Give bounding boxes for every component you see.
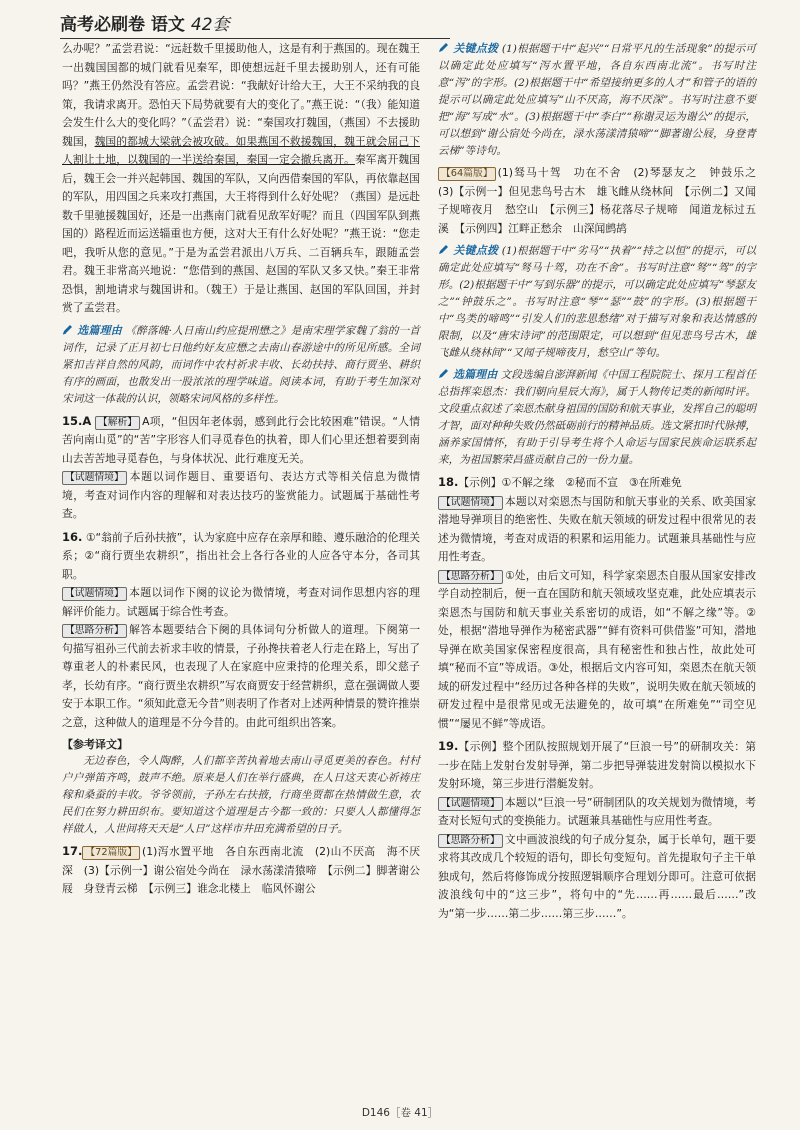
selection-reason-2: 选篇理由 文段选编自澎湃新闻《中国工程院院士、探月工程首任总指挥栾恩杰：我们朝向星辰大海》，属于人物传记类的新闻时评。文段重点叙述了栾恩杰献身祖国的国防和航天事业，发挥自己的聪明才智，面对种种失败仍然砥砺前行的精神品质。选文紧扣时代脉搏，涵养家国情怀，有助于引导考生将个人命运与国家民族命运联系起来，为祖国繁荣昌盛贡献自己的一份力量。 <box>438 368 757 466</box>
q18-reasoning-tag: 【思路分析】 <box>438 570 503 584</box>
selection-reason-text: 《醉落魄·人日南山约应提刑懋之》是南宋理学家魏了翁的一首词作，记录了正月初七日他约好友应懋之去南山春游途中的所见所感。全词紧扣吉祥自然的风韵，而词作中农村祈求丰收、长幼扶持、商行贾坐、耕织有序的画面，也散发出一股浓浓的理学味道。阅读本词，有助于考生加深对宋词这一体裁的认识，领略宋词风格的多样性。 <box>62 324 420 405</box>
q19-reasoning-tag: 【思路分析】 <box>438 834 503 848</box>
page-number: D146［卷 41］ <box>361 1107 439 1119</box>
selection-reason-label: 选篇理由 <box>77 323 122 337</box>
right-column <box>438 40 767 927</box>
underlined-translation: 魏国的都城大梁就会被攻破。如果燕国不救援魏国，魏王就会屈己下人割让土地，以魏国的一半送给秦国，秦国一定会撤兵离开。 <box>62 134 421 166</box>
pencil-icon <box>438 367 450 379</box>
question-17: 17. 【72篇版】 (1)泻水置平地 各自东西南北流 (2)山不厌高 海不厌深 (3)【示例一】谢公宿处今尚在 渌水荡漾清猿啼 【示例二】脚著谢公屐 身登青云梯 【示例三】谁念北楼上 临风怀谢公 <box>62 844 420 895</box>
edition-64-tag: 【64篇版】 <box>438 167 496 181</box>
question-16: 16. ①“翁前子后孙扶掖”，认为家庭中应存在亲厚和睦、遵乐融洽的伦理关系；②“商行贾坐农耕织”，指出社会上各行各业的人应各守本分，各司其职。 【试题情境】 本题以词作下阕的议论为微情境，考查对词作思想内容的理解评价能力。试题属于综合性考查。 【思路分析】 解答本题要结合下阕的具体词句分析做人的道理。下阕第一句描写祖孙三代前去祈求丰收的情景，子孙搀扶着老人行走在路上，写出了尊重老人的朴素民风，也表现了人在家庭中应秉持的伦理关系，即父慈子孝，长幼有序。“商行贾坐农耕织”写农商贾安于经营耕织，意在强调做人要安于本职工作。“须知此意无今昔”则表明了作者对上述两种情景的赞许推崇之意，这种做人的道理是不分今昔的。由此可组织出答案。 <box>62 529 420 729</box>
edition-64-answer: 【64篇版】 (1)驽马十驾 功在不舍 (2)琴瑟友之 钟鼓乐之 (3)【示例一】但见悲鸟号古木 雄飞雌从绕林间 【示例二】又闻子规啼夜月 愁空山 【示例三】杨花落尽子规啼 闻道龙标过五溪 【示例四】江畔正愁余 山深闻鹧鸪 <box>438 166 767 235</box>
question-18: 18.【示例】①不解之缘 ②秘而不宣 ③在所难免 【试题情境】 本题以对栾恩杰与国防和航天事业的关系、欧美国家潜地导弹项目的绝密性、失败在航天领域的研发过程中很常见的表述为微情境，考查对成语的积累和运用能力。试题兼具基础性与应用性考查。 【思路分析】 ①处，由后文可知，科学家栾恩杰自服从国家安排改学自动控制后，便一直在国防和航天领域攻坚克难，此处应填表示栾恩杰与国防和航天事业关系密切的成语，如“不解之缘”等。②处，根据“潜地导弹作为秘密武器”“鲜有资料可供借鉴”可知，潜地导弹在欧美国家保密程度很高，具有秘密性和独占性，故此处可填“秘而不宣”等成语。③处，根据后文内容可知，栾恩杰在航天领域的研发过程中“经历过各种各样的失败”，说明失败在航天领域的研发过程中是很常见或无法避免的，故可填“在所难免”“司空见惯”“屡见不鲜”等成语。 <box>438 475 756 730</box>
translation-continued: 么办呢？”孟尝君说：“远赶数千里援助他人，这是有利于燕国的。现在魏王一出魏国国都的城门就看见秦军，即使想远赶千里去援助别人，还有可能吗？”燕王仍然没有答应。孟尝君说：“我献好计给大王，大王不采纳我的良策，我请求离开。恐怕天下局势就要有大的变化了。”燕王说：“（我）能知道会发生什么大的变化吗？”（孟尝君）说：“秦国攻打魏国，（燕国）不去援助魏国，魏国的都城大梁就会被攻破。如果燕国不救援魏国，魏王就会屈己下人割让土地，以魏国的一半送给秦国，秦国一定会撤兵离开。秦军离开魏国后，魏王会一并兴起韩国、魏国的军队，又向西借秦国的军队，再依靠赵国的军队，用四国之兵来攻打燕国，大王将得到什么好处呢？（燕国）是远赴数千里驰援魏国好，还是一出燕南门就看见敌军好呢？而且（四国军队到燕国的）路程近而运送辎重也方便，这对大王有什么好处呢？”燕王说：“您走吧，我听从您的意见。”于是为孟尝君派出八万兵、二百辆兵车，跟随孟尝君。魏王非常高兴地说：“您借到的燕国、赵国的军队又多又快。”秦王非常恐惧，割地请求与魏国讲和。（魏王）于是让燕国、赵国的军队回国，并封赏了孟尝君。 <box>62 42 421 314</box>
pencil-icon <box>438 41 450 53</box>
pencil-icon <box>438 243 450 255</box>
page-header <box>60 10 450 39</box>
q19-context-tag: 【试题情境】 <box>438 797 503 811</box>
reference-translation-text: 无边春色，令人陶醉，人们都辛苦执着地去南山寻觅更美的春色。村村户户弹笛齐鸣，鼓声不绝。原来是人们在举行盛典，在人日这天衷心祈祷庄稼和桑蚕的丰收。爷爷领前，子孙左右扶掖，行商坐贾都在热情做生意，农民们在努力耕田织布。要知道这个道理是古今都一致的：只要人人都懂得怎样做人，人世间将天天是“人日”这样市井田充满希望的日子。 <box>62 755 420 835</box>
reference-translation-heading: 【参考译文】 <box>62 738 128 751</box>
key-tip-2: 关键点拨 (1)根据题干中“劣马”“执着”“持之以恒”的提示，可以确定此处应填写“驽马十驾，功在不舍”。书写时注意“驽”“驾”的字形。(2)根据题干中“写到乐器”的提示，可以确定此处应填写“琴瑟友之”“钟鼓乐之”。书写时注意“琴”“瑟”“鼓”的字形。(3)根据题干中“鸟类的啼鸣”“引发人们的悲思愁绪”对于描写对象和表达情感的限制，以及“唐宋诗词”的范围限定，可以想到“但见悲鸟号古木，雄飞雌从绕林间”“又闻子规啼夜月，愁空山”等句。 <box>438 244 757 359</box>
q16-number: 16. <box>62 529 83 544</box>
q18-context-tag: 【试题情境】 <box>438 496 503 510</box>
q15-analysis-tag: 【解析】 <box>95 416 140 430</box>
q18-number: 18. <box>438 475 459 489</box>
left-column <box>62 40 420 903</box>
key-tip-1: 关键点拨 (1)根据题干中“起兴”“日常平凡的生活现象”的提示可以确定此处应填写“泻水置平地，各自东西南北流”。书写时注意“泻”的字形。(2)根据题干中“希望接纳更多的人才”和管子的语的提示可以确定此处应填写“山不厌高，海不厌深”。书写时注意不要把“海”写成“水”。(3)根据题干中“李白”“称谢灵运为谢公”的提示，可以想到“谢公宿处今尚在，渌水荡漾清猿啼”“脚著谢公屐，身登青云梯”等诗句。 <box>438 42 757 157</box>
q17-edition-tag: 【72篇版】 <box>82 846 140 860</box>
header-title: 高考必刷卷 语文 <box>60 15 185 35</box>
header-subtitle: 42套 <box>190 15 230 35</box>
selection-reason-block <box>62 322 420 408</box>
q19-number: 19. <box>438 739 459 753</box>
question-15: 15.A 【解析】 A项，“但因年老体弱，感到此行会比较困难”错误。“人情苦向南山觅”的“苦”字形容人们寻觅春色的执着，即人们心里还想着要到南山去苦苦地寻觅春色，与身体状况、此行难度无关。 【试题情境】 本题以词作题目、重要语句、表达方式等相关信息为微情境，考查对词作内容的理解和对表达技巧的鉴赏能力。试题属于基础性考查。 <box>62 413 420 520</box>
q15-number: 15.A <box>62 413 92 428</box>
q15-context-tag: 【试题情境】 <box>62 471 127 485</box>
q16-reasoning-tag: 【思路分析】 <box>62 624 127 638</box>
q17-number: 17. <box>62 844 83 858</box>
pencil-icon <box>62 323 74 335</box>
question-19: 19.【示例】整个团队按照规划开展了“巨浪一号”的研制攻关：第一步在陆上发射台发射导弹，第二步把导弹装进发射筒以模拟水下发射环境，第三步进行潜艇发射。 【试题情境】 本题以“巨浪一号”研制团队的攻关规划为微情境，考查对长短句式的变换能力。试题兼具基础性与应用性考查。 【思路分析】 文中画波浪线的句子成分复杂，属于长单句，题干要求将其改成几个较短的语句，即长句变短句。首先提取句子主干单独成句，然后将修饰成分按照逻辑顺序合理划分即可。注意可依据波浪线句中的“这三步”，将句中的“先……再……最后……”改为“第一步……第二步……第三步……”。 <box>438 739 756 920</box>
q16-context-tag: 【试题情境】 <box>62 587 127 601</box>
